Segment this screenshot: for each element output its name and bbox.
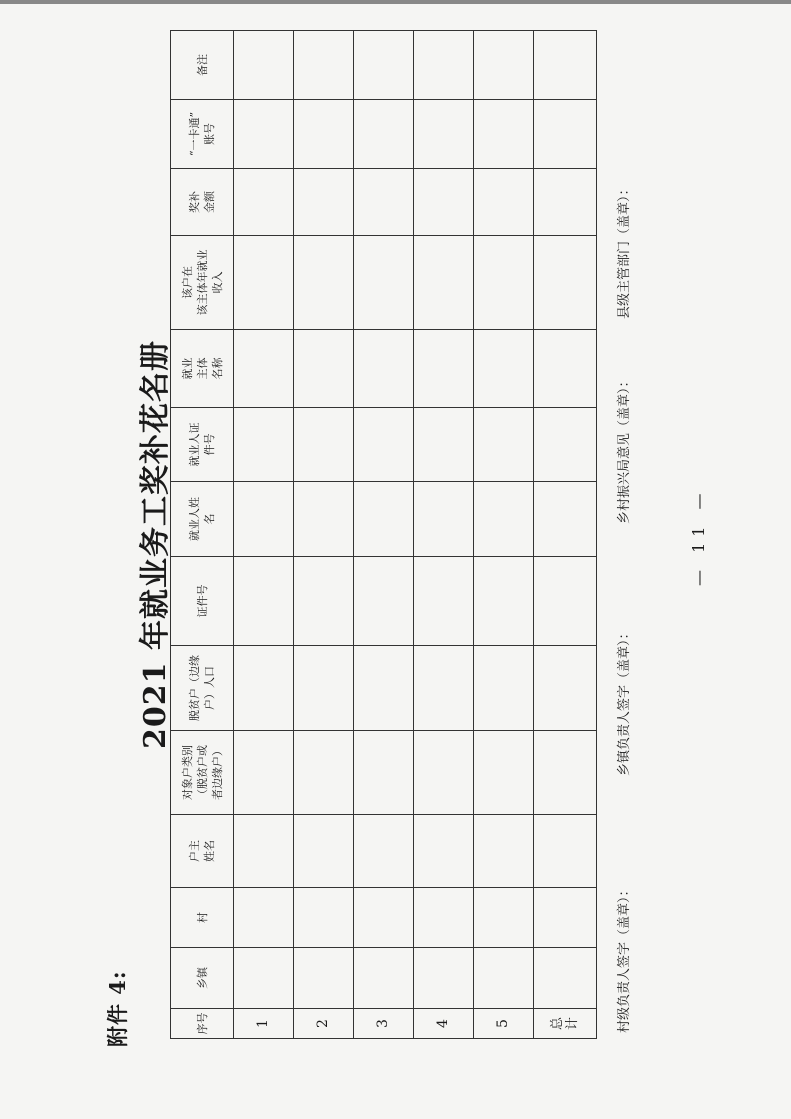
table-cell[interactable] — [354, 646, 414, 731]
village-signature-line: 村级负责人签字（盖章）： — [617, 883, 632, 1033]
table-cell[interactable] — [354, 236, 414, 330]
table-cell[interactable] — [414, 408, 474, 482]
table-cell[interactable] — [234, 888, 294, 948]
header-cell — [171, 330, 234, 408]
table-cell[interactable] — [294, 408, 354, 482]
row-number: 5 — [474, 1009, 534, 1039]
table-cell[interactable] — [474, 236, 534, 330]
table-cell[interactable] — [474, 888, 534, 948]
table-cell[interactable] — [354, 948, 414, 1009]
table-total-row — [534, 31, 597, 1039]
table-cell[interactable] — [414, 482, 474, 557]
header-cell — [171, 408, 234, 482]
table-cell[interactable] — [234, 100, 294, 169]
table-cell[interactable] — [354, 330, 414, 408]
table-cell[interactable] — [234, 408, 294, 482]
header-cell — [171, 948, 234, 1009]
table-cell[interactable] — [534, 100, 597, 169]
header-label: 乡镇 — [195, 967, 209, 989]
table-cell[interactable] — [354, 169, 414, 236]
table-cell[interactable] — [234, 330, 294, 408]
table-cell[interactable] — [474, 482, 534, 557]
header-label: 户主 姓名 — [188, 840, 216, 862]
table-cell[interactable] — [414, 31, 474, 100]
table-cell[interactable] — [534, 236, 597, 330]
table-cell[interactable] — [534, 557, 597, 646]
table-cell[interactable] — [294, 646, 354, 731]
table-cell[interactable] — [474, 815, 534, 888]
table-header-row — [171, 31, 234, 1039]
header-cell — [171, 31, 234, 100]
table-cell[interactable] — [474, 731, 534, 815]
table-cell[interactable] — [234, 482, 294, 557]
roster-table — [170, 30, 597, 1039]
header-label: 就业 主体 名称 — [180, 357, 224, 380]
table-cell[interactable] — [294, 948, 354, 1009]
table-cell[interactable] — [294, 888, 354, 948]
table-cell[interactable] — [354, 888, 414, 948]
table-cell[interactable] — [534, 169, 597, 236]
table-cell[interactable] — [414, 100, 474, 169]
header-label: 就业人证 件号 — [188, 422, 216, 467]
table-cell[interactable] — [534, 731, 597, 815]
table-cell[interactable] — [414, 815, 474, 888]
header-label: 就业人姓 名 — [188, 497, 216, 541]
table-cell[interactable] — [294, 31, 354, 100]
table-cell[interactable] — [234, 731, 294, 815]
table-cell[interactable] — [234, 236, 294, 330]
table-cell[interactable] — [234, 31, 294, 100]
table-cell[interactable] — [234, 557, 294, 646]
table-cell[interactable] — [534, 948, 597, 1009]
header-label: 证件号 — [195, 584, 209, 618]
header-cell — [171, 100, 234, 169]
table-cell[interactable] — [474, 408, 534, 482]
table-cell[interactable] — [294, 815, 354, 888]
table-cell[interactable] — [294, 236, 354, 330]
header-cell — [171, 731, 234, 815]
header-cell — [171, 236, 234, 330]
table-cell[interactable] — [414, 948, 474, 1009]
table-cell[interactable] — [354, 408, 414, 482]
table-cell[interactable] — [534, 31, 597, 100]
table-row — [474, 31, 534, 1039]
table-cell[interactable] — [354, 31, 414, 100]
table-cell[interactable] — [354, 557, 414, 646]
header-cell — [171, 646, 234, 731]
table-cell[interactable] — [534, 815, 597, 888]
table-cell[interactable] — [414, 888, 474, 948]
header-label: 脱贫户（边缘 户）人口 — [188, 655, 216, 721]
table-cell[interactable] — [474, 169, 534, 236]
attachment-label: 附件 4: — [105, 970, 130, 1047]
header-label: “一卡通” 账号 — [188, 111, 216, 157]
header-cell — [171, 888, 234, 948]
table-cell[interactable] — [474, 646, 534, 731]
header-cell — [171, 169, 234, 236]
table-cell[interactable] — [534, 888, 597, 948]
table-cell[interactable] — [294, 330, 354, 408]
header-label: 村 — [195, 912, 209, 923]
row-number: 4 — [414, 1009, 474, 1039]
table-cell[interactable] — [234, 646, 294, 731]
table-cell[interactable] — [534, 408, 597, 482]
table-cell[interactable] — [414, 557, 474, 646]
table-cell[interactable] — [354, 482, 414, 557]
header-label: 该户在 该主体年就业 收入 — [180, 249, 224, 316]
table-cell[interactable] — [294, 482, 354, 557]
table-cell[interactable] — [474, 100, 534, 169]
table-cell[interactable] — [294, 557, 354, 646]
header-cell — [171, 557, 234, 646]
header-cell — [171, 482, 234, 557]
table-cell[interactable] — [534, 646, 597, 731]
table-row — [294, 31, 354, 1039]
header-cell — [171, 815, 234, 888]
row-number: 1 — [234, 1009, 294, 1039]
table-cell[interactable] — [294, 169, 354, 236]
table-cell[interactable] — [534, 482, 597, 557]
table-row — [354, 31, 414, 1039]
township-signature-line: 乡镇负责人签字（盖章）： — [617, 626, 632, 776]
table-cell[interactable] — [414, 731, 474, 815]
table-cell[interactable] — [474, 557, 534, 646]
table-cell[interactable] — [474, 948, 534, 1009]
table-cell[interactable] — [414, 169, 474, 236]
table-cell[interactable] — [234, 169, 294, 236]
table-cell[interactable] — [294, 731, 354, 815]
header-label: 序号 — [195, 1012, 209, 1035]
table-cell[interactable] — [414, 646, 474, 731]
table-cell[interactable] — [414, 330, 474, 408]
header-label: 奖补 金额 — [188, 191, 216, 213]
county-department-line: 县级主管部门（盖章）： — [617, 182, 632, 319]
bureau-opinion-line: 乡村振兴局意见（盖章）： — [617, 374, 632, 524]
table-cell[interactable] — [474, 330, 534, 408]
row-number: 3 — [354, 1009, 414, 1039]
row-number: 2 — [294, 1009, 354, 1039]
table-cell[interactable] — [234, 948, 294, 1009]
table-cell[interactable] — [294, 100, 354, 169]
header-label: 备注 — [195, 54, 209, 76]
page-number: — 11 — — [689, 487, 708, 586]
page-title: 2021 年就业务工奖补花名册 — [138, 340, 173, 749]
header-label: 对象户类别 （脱贫户或 者边缘户） — [180, 745, 224, 800]
header-cell — [171, 1009, 234, 1039]
table-cell[interactable] — [534, 330, 597, 408]
table-cell[interactable] — [234, 815, 294, 888]
table-cell[interactable] — [474, 31, 534, 100]
table-row — [234, 31, 294, 1039]
table-cell[interactable] — [354, 100, 414, 169]
table-row — [414, 31, 474, 1039]
table-cell[interactable] — [354, 815, 414, 888]
table-cell[interactable] — [414, 236, 474, 330]
total-label: 总 计 — [534, 1009, 597, 1039]
table-cell[interactable] — [354, 731, 414, 815]
